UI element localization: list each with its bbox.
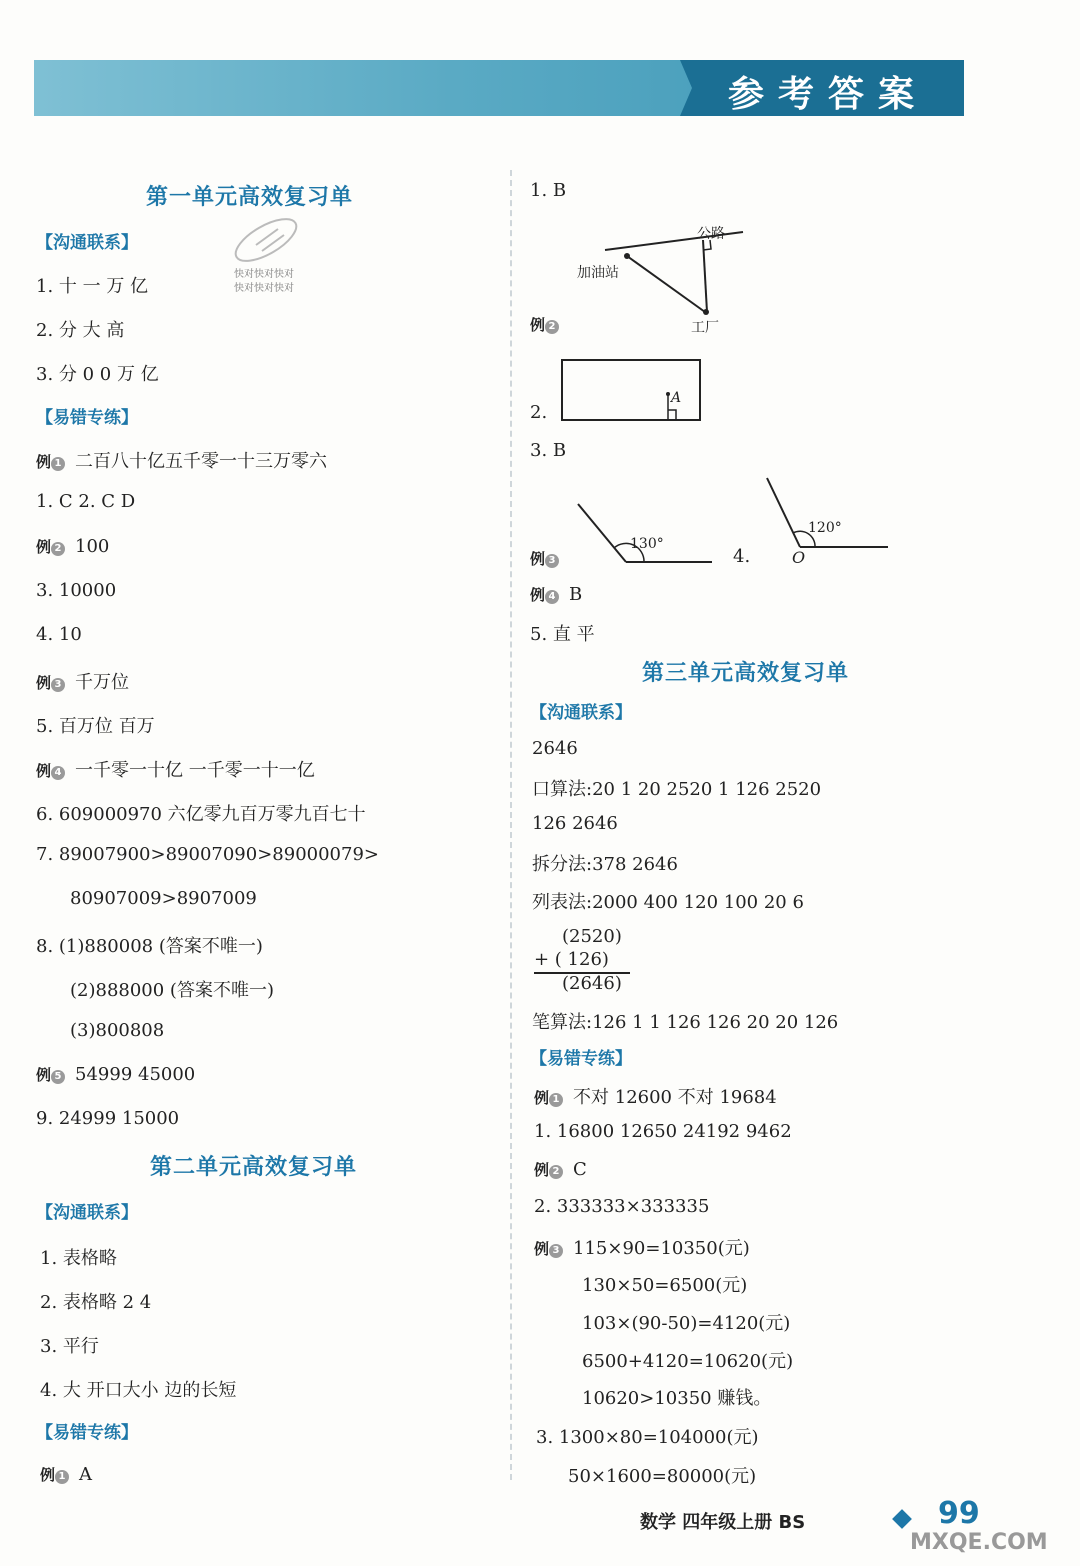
answer-line: 2646 — [532, 738, 578, 759]
answer-line: (3)800808 — [70, 1020, 165, 1041]
answer-line: 3. 10000 — [36, 580, 117, 601]
unit2-tag-communication: 【沟通联系】 — [36, 1203, 138, 1223]
answer-line: 6. 609000970 六亿零九百万零九百七十 — [36, 804, 366, 825]
answer-line: 103×(90-50)=4120(元) — [582, 1313, 791, 1334]
answer-line: 3. B — [530, 440, 567, 461]
example-line: 例 1 不对 12600 不对 19684 — [534, 1087, 777, 1108]
answer-line: 1. 16800 12650 24192 9462 — [534, 1121, 792, 1142]
example-badge: 例 2 — [36, 536, 65, 557]
example-line: 例 1 A — [40, 1464, 93, 1485]
rectangle-point-diagram — [560, 358, 705, 424]
vertical-sum-line: (2520) — [562, 926, 622, 947]
page-title: 参考答案 — [728, 74, 929, 115]
vertical-sum-line: (2646) — [562, 973, 622, 994]
example-badge: 例 3 — [534, 1238, 563, 1259]
unit3-title: 第三单元高效复习单 — [642, 661, 850, 686]
answer-line: 1. C 2. C D — [36, 491, 136, 512]
footer-label: 数学 四年级上册 BS — [640, 1512, 806, 1533]
example-line: 例 2 100 — [36, 536, 110, 557]
answer-line: 2. 分 大 高 — [36, 320, 125, 341]
answer-line: 3. 分 0 0 万 亿 — [36, 364, 159, 385]
unit3-tag-mistakes: 【易错专练】 — [530, 1049, 632, 1069]
watermark-text: 快对快对快对 快对快对快对 — [234, 269, 294, 294]
station-label: 加油站 — [577, 265, 619, 281]
answer-line: 笔算法:126 1 1 126 126 20 20 126 — [532, 1012, 839, 1033]
unit3-tag-communication: 【沟通联系】 — [530, 703, 632, 723]
answer-line: 3. 平行 — [40, 1336, 99, 1357]
example-line: 例 4 一千零一十亿 一千零一十一亿 — [36, 760, 315, 781]
answer-line: 50×1600=80000(元) — [568, 1466, 757, 1487]
example-badge: 例 2 — [530, 314, 559, 335]
example-badge: 例 4 — [530, 584, 559, 605]
answer-line: 5. 直 平 — [530, 624, 595, 645]
example-line: 例 1 二百八十亿五千零一十三万零六 — [36, 451, 328, 472]
answer-line: 8. (1)880008 (答案不唯一) — [36, 936, 263, 957]
example-badge: 例 4 — [36, 760, 65, 781]
answer-line: 4. — [733, 546, 751, 567]
example-badge: 例 2 — [534, 1159, 563, 1180]
answer-line: 1. 表格略 — [40, 1248, 117, 1269]
unit2-title: 第二单元高效复习单 — [150, 1155, 358, 1180]
road-station-factory-diagram — [575, 220, 755, 335]
answer-line: 4. 大 开口大小 边的长短 — [40, 1380, 237, 1401]
answer-line: 80907009>8907009 — [70, 888, 257, 909]
angle-130-label: 130° — [630, 536, 664, 552]
page-number: 99 — [938, 1496, 980, 1531]
point-a-label: A — [671, 390, 682, 406]
answer-line: 1. B — [530, 180, 567, 201]
column-divider — [510, 170, 512, 1480]
answer-line: (2)888000 (答案不唯一) — [70, 980, 274, 1001]
watermark-logo-icon — [226, 215, 306, 265]
answer-line: 130×50=6500(元) — [582, 1275, 748, 1296]
unit1-title: 第一单元高效复习单 — [146, 185, 354, 210]
example-badge: 例 3 — [36, 672, 65, 693]
answer-line: 1. 十 一 万 亿 — [36, 276, 149, 297]
unit2-tag-mistakes: 【易错专练】 — [36, 1423, 138, 1443]
answer-line: 7. 89007900>89007090>89000079> — [36, 844, 379, 865]
answer-line: 2. 333333×333335 — [534, 1196, 710, 1217]
answer-line: 口算法:20 1 20 2520 1 126 2520 — [532, 779, 822, 800]
answer-line: 5. 百万位 百万 — [36, 716, 155, 737]
example-badge: 例 1 — [36, 451, 65, 472]
unit1-tag-mistakes: 【易错专练】 — [36, 408, 138, 428]
example-line: 例 5 54999 45000 — [36, 1064, 196, 1085]
unit1-tag-communication: 【沟通联系】 — [36, 233, 138, 253]
answer-line: 9. 24999 15000 — [36, 1108, 180, 1129]
answer-line: 2. 表格略 2 4 — [40, 1292, 152, 1313]
answer-line: 10620>10350 赚钱。 — [582, 1388, 772, 1409]
answer-line: 4. 10 — [36, 624, 82, 645]
example-badge: 例 1 — [40, 1464, 69, 1485]
example-badge: 例 3 — [530, 548, 559, 569]
example-badge: 例 5 — [36, 1064, 65, 1085]
example-line — [530, 548, 569, 569]
example-line: 例 3 千万位 — [36, 672, 130, 693]
answer-line: 3. 1300×80=104000(元) — [536, 1427, 759, 1448]
diamond-icon — [892, 1509, 912, 1529]
example-line: 例 3 115×90=10350(元) — [534, 1238, 750, 1259]
angle-120-label: 120° — [808, 520, 842, 536]
answer-line: 列表法:2000 400 120 100 20 6 — [532, 892, 804, 913]
factory-label: 工厂 — [691, 320, 719, 336]
answer-line: 2. — [530, 402, 548, 423]
road-label: 公路 — [697, 226, 725, 242]
vertex-o-label: O — [792, 548, 806, 567]
example-line: 例 2 C — [534, 1159, 587, 1180]
answer-line: 拆分法:378 2646 — [532, 854, 678, 875]
vertical-sum-line: + ( 126) — [534, 949, 609, 970]
example-line: 例 4 B — [530, 584, 583, 605]
example-badge: 例 1 — [534, 1087, 563, 1108]
answer-line: 6500+4120=10620(元) — [582, 1351, 794, 1372]
site-watermark: MXQE.COM — [910, 1530, 1048, 1555]
example-line — [530, 314, 569, 335]
answer-line: 126 2646 — [532, 813, 618, 834]
